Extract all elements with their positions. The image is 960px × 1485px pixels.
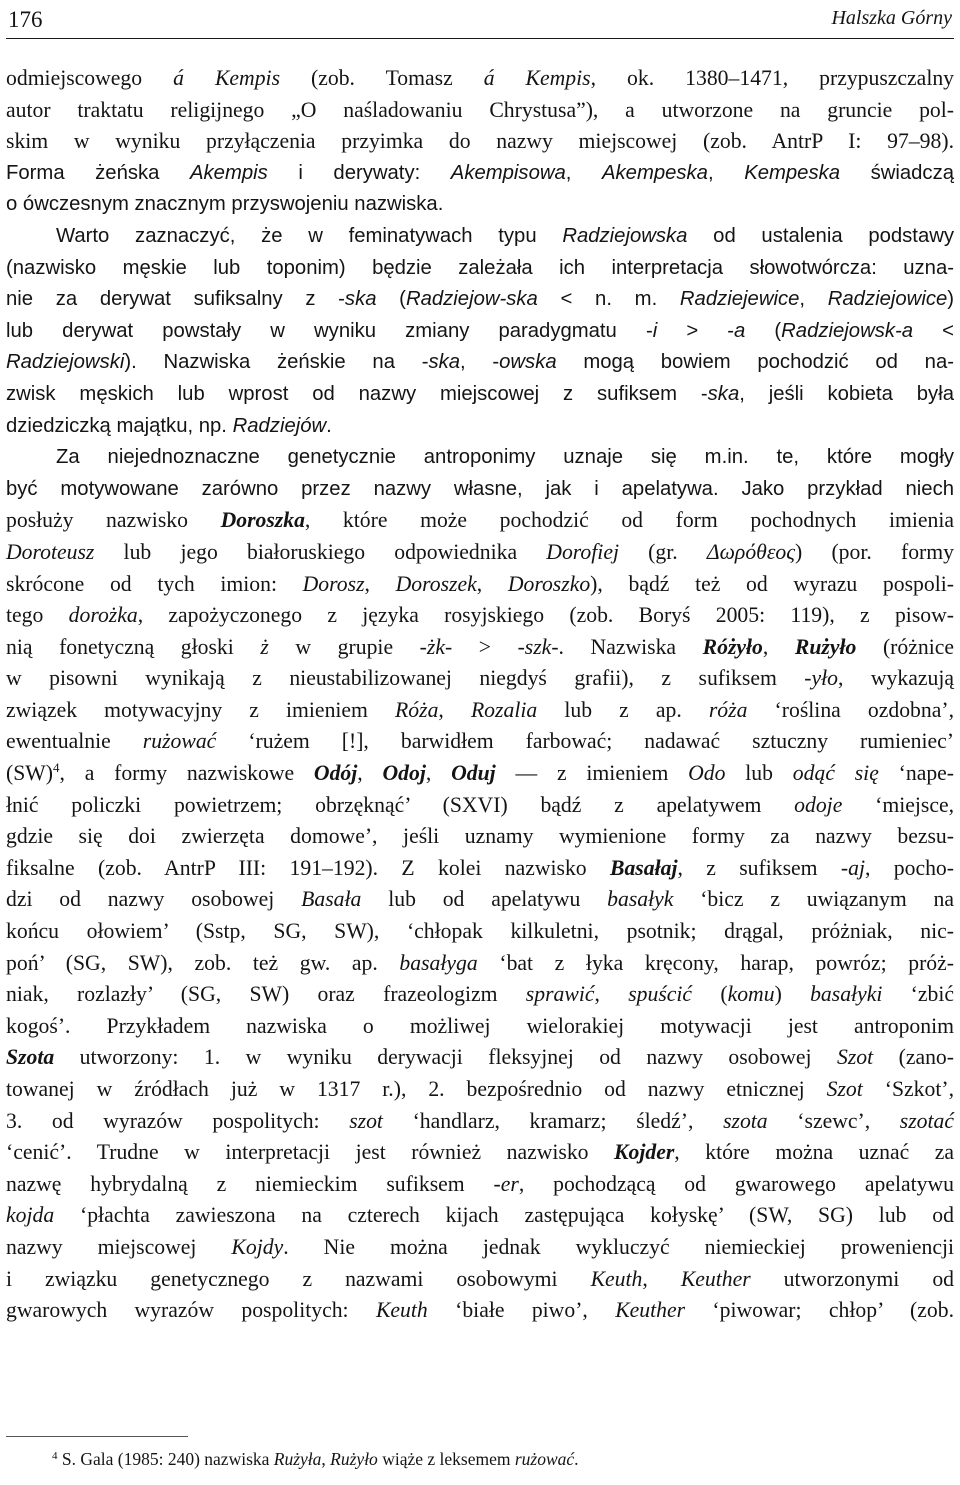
text-line: łnić policzki powietrzem; obrzęknąć’ (SXVI) bądź z apelatywem odoje ‘miejsce, (6, 792, 954, 817)
text-line: Szota utworzony: 1. w wyniku derywacji fleksyjnej od nazwy osobowej Szot (zano- (6, 1045, 954, 1070)
text-line: nie za derywat sufiksalny z -ska (Radziejow-ska < n. m. Radziejewice, Radziejowice) (6, 288, 955, 311)
text-line: tego dorożka, zapożyczonego z języka rosyjskiego (zob. Boryś 2005: 119), z pisow- (6, 603, 954, 628)
text-line: towanej w źródłach już w 1317 r.), 2. bezpośrednio od nazwy etnicznej Szot ‘Szkot’, (6, 1077, 954, 1101)
text-line: skim w wyniku przyłączenia przyimka do nazwy miejscowej (zob. AntrP I: 97–98). (6, 129, 954, 154)
text-line: poń’ (SG, SW), zob. też gw. ap. basałyga ‘bat z łyka kręcony, harap, powróz; próż- (6, 950, 954, 975)
body-text (6, 63, 954, 1327)
text-line: 3. od wyrazów pospolitych: szot ‘handlarz, kramarz; śledź’, szota ‘szewc’, szotać (6, 1108, 954, 1133)
text-line: autor traktatu religijnego „O naśladowaniu Chrystusa”), a utworzone na gruncie pol- (6, 97, 954, 122)
text-line: o ówczesnym znacznym przyswojeniu nazwiska. (6, 193, 444, 216)
text-line: Za niejednoznaczne genetycznie antroponimy uznaje się m.in. te, które mogły (56, 446, 954, 469)
page-number: 176 (8, 7, 43, 32)
text-line: końcu ołowiem’ (Sstp, SG, SW), ‘chłopak kilkuletni, psotnik; drągal, próżniak, nic- (6, 919, 954, 944)
text-line: nazwę hybrydalną z niemieckim sufiksem -er, pochodzącą od gwarowego apelatywu (6, 1171, 954, 1196)
text-line: kogoś’. Przykładem nazwiska o możliwej wielorakiej motywacji jest antroponim (6, 1013, 954, 1038)
text-line: posłuży nazwisko Doroszka, które może pochodzić od form pochodnych imienia (6, 508, 954, 533)
page-header (6, 4, 954, 39)
footnote-divider (6, 1436, 188, 1437)
text-line: odmiejscowego á Kempis (zob. Tomasz á Kempis, ok. 1380–1471, przypuszczalny (6, 66, 955, 90)
text-line: lub derywat powstały w wyniku zmiany paradygmatu -i > -a (Radziejowsk-a < (6, 319, 954, 342)
text-line: gdzie się doi zwierzęta domowe’, jeśli uznamy wymienione formy za nazwy bezsu- (6, 824, 954, 849)
text-line: i związku genetycznego z nazwami osobowymi Keuth, Keuther utworzonymi od (6, 1266, 955, 1291)
text-line: kojda ‘płachta zawieszona na czterech kijach zastępująca kołyskę’ (SW, SG) lub od (6, 1203, 954, 1228)
text-line: ewentualnie rużować ‘rużem [!], barwidłem farbować; nadawać sztuczny rumieniec’ (6, 729, 954, 754)
text-line: być motywowane zarówno przez nazwy własne, jak i apelatywa. Jako przykład niech (6, 477, 954, 500)
text-line: nią fonetyczną głoski ż w grupie -żk- > -szk-. Nazwiska Różyło, Rużyło (różnice (6, 634, 954, 659)
text-line: niak, rozlazły’ (SG, SW) oraz frazeologizm sprawić, spuścić (komu) basałyki ‘zbić (6, 982, 954, 1007)
text-line: (SW)$^4$, a formy nazwiskowe Odój, Odoj, Oduj — z imieniem Odo lub odąć się ‘nape- (6, 760, 955, 786)
text-line: zwisk męskich lub wprost od nazwy miejscowej z sufiksem -ska, jeśli kobieta była (6, 382, 954, 405)
text-line: związek motywacyjny z imieniem Róża, Rozalia lub z ap. róża ‘roślina ozdobna’, (6, 697, 955, 722)
text-line: nazwy miejscowej Kojdy. Nie można jednak wykluczyć niemieckiej proweniencji (6, 1234, 954, 1259)
text-line: Forma żeńska Akempis i derywaty: Akempisowa, Akempeska, Kempeska świadczą (6, 161, 954, 184)
text-line: ‘cenić’. Trudne w interpretacji jest również nazwisko Kojder, które można uznać za (6, 1140, 954, 1165)
text-line: dzi od nazwy osobowej Basała lub od apelatywu basałyk ‘bicz z uwiązanym na (6, 887, 955, 912)
footnote: $^4$ S. Gala (1985: 240) nazwiska Rużyła, Rużyło wiąże z leksemem rużować. (52, 1449, 579, 1469)
text-line: dziedziczką majątku, np. Radziejów. (6, 414, 332, 437)
text-line: fiksalne (zob. AntrP III: 191–192). Z kolei nazwisko Basałaj, z sufiksem -aj, pocho- (6, 855, 954, 880)
text-line: skrócone od tych imion: Dorosz, Doroszek, Doroszko), bądź też od wyrazu pospoli- (6, 571, 954, 596)
text-line: w pisowni wynikają z nieustabilizowanej niegdyś grafii), z sufiksem -yło, wykazują (6, 666, 954, 691)
text-line: Warto zaznaczyć, że w feminatywach typu Radziejowska od ustalenia podstawy (56, 224, 955, 247)
text-line: gwarowych wyrazów pospolitych: Keuth ‘białe piwo’, Keuther ‘piwowar; chłop’ (zob. (6, 1298, 954, 1323)
text-line: (nazwisko męskie lub toponim) będzie zależała ich interpretacja słowotwórcza: uzna- (6, 256, 954, 279)
text-line: Radziejowski). Nazwiska żeńskie na -ska, -owska mogą bowiem pochodzić od na- (6, 351, 954, 374)
running-head-author: Halszka Górny (831, 7, 952, 29)
text-line: Doroteusz lub jego białoruskiego odpowiednika Dorofiej (gr. Δωρόθεος) (por. formy (6, 539, 954, 564)
